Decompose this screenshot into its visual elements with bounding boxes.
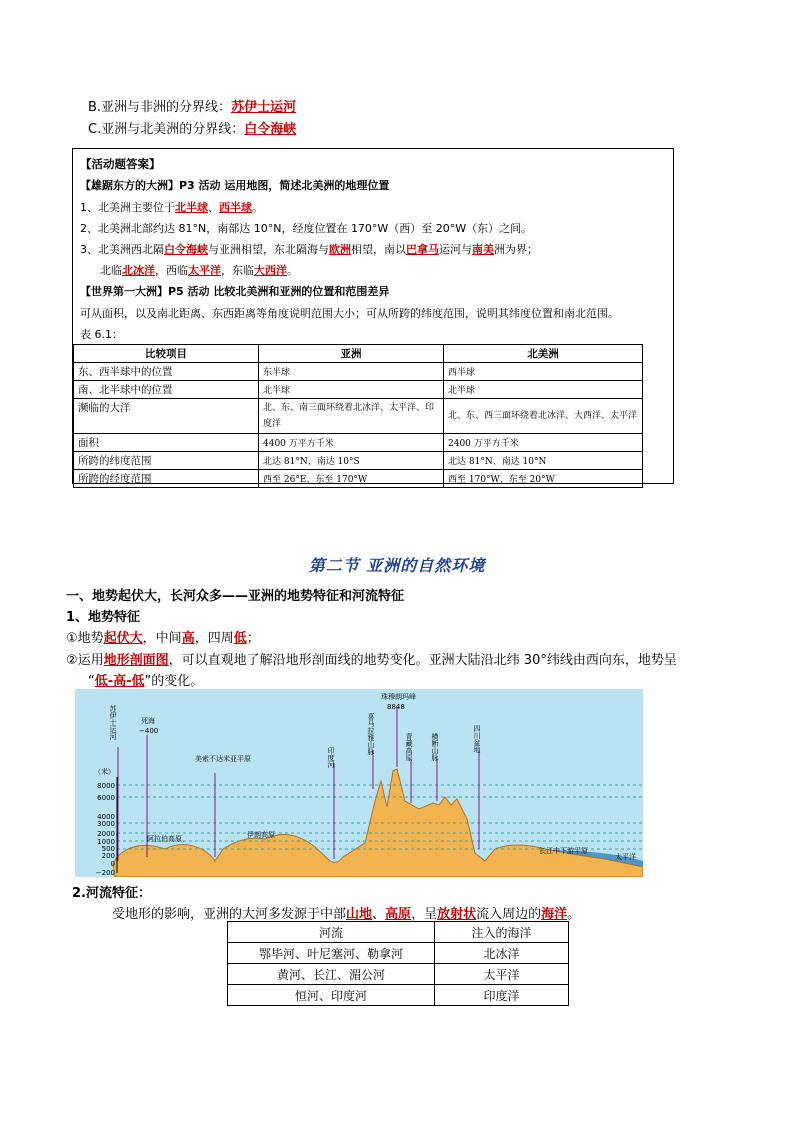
svg-text:（米）: （米） — [94, 768, 115, 776]
svg-text:8000: 8000 — [97, 782, 115, 790]
section-title: 第二节 亚洲的自然环境 — [308, 556, 486, 575]
label-hengduan: 横断山脉 — [431, 733, 439, 761]
svg-text:0: 0 — [110, 860, 115, 868]
table-caption: 表 6.1： — [80, 328, 123, 341]
heading-terrain: 1、地势特征 — [66, 610, 141, 625]
table-row: 面积 4400 万平方千米 2400 万平方千米 — [74, 434, 643, 452]
label-dead-sea: 死海 — [141, 717, 155, 725]
label-himalaya: 喜马拉雅山脉 — [367, 713, 375, 755]
label-everest: 珠穆朗玛峰 — [381, 693, 416, 701]
activity-line-1: 1、北美洲主要位于北半球、西半球。 — [80, 201, 263, 214]
label-pacific: 太平洋 — [615, 853, 636, 861]
terrain-point-2-cont: “低-高-低”的变化。 — [88, 674, 204, 689]
table-row: 所跨的纬度范围 北达 81°N、南达 10°S 北达 81°N、南达 10°N — [74, 452, 643, 470]
comparison-table: 比较项目 亚洲 北美洲 东、西半球中的位置 东半球 西半球 南、北半球中的位置 北半球 北半球 濒临的大洋 北、东、南三面环绕着北冰洋、太平洋、印度洋 北、东、西三面环绕着北冰洋、大西洋、太平洋 面积 4400 万平方千米 2400 万平方千米 所跨的纬度范围 北达 81°N、南达 10°S 北达 81°N、南达 10°N 所跨的经度范围 西至 26°E、东至 170°W 西至 170°W、东至 20°W — [73, 344, 643, 488]
activity-line-2: 2、北美洲北部约达 81°N，南部达 10°N，经度位置在 170°W（西）至 20°W（东）之间。 — [80, 222, 533, 235]
activity-line-3: 3、北美洲西北隔白令海峡与亚洲相望，东北隔海与欧洲相望，南以巴拿马运河与南美洲为界； — [80, 243, 538, 256]
svg-text:500: 500 — [101, 845, 115, 853]
label-tibet: 青藏高原 — [405, 733, 413, 761]
svg-text:4000: 4000 — [97, 813, 115, 821]
activity-heading: 【活动题答案】 — [80, 157, 161, 171]
table-row: 鄂毕河、叶尼塞河、勒拿河 北冰洋 — [228, 943, 569, 964]
svg-text:2000: 2000 — [97, 830, 115, 838]
table-row: 黄河、长江、湄公河 太平洋 — [228, 964, 569, 985]
heading-rivers: 2.河流特征： — [72, 886, 151, 901]
rivers-text: 受地形的影响，亚洲的大河多发源于中部山地、高原，呈放射状流入周边的海洋。 — [112, 907, 581, 922]
terrain-point-1: ①地势起伏大，中间高，四周低； — [66, 631, 260, 646]
answer-suez: 苏伊士运河 — [231, 100, 297, 115]
label-mesopotamia: 美索不达米亚平原 — [195, 755, 251, 763]
activity-line-4: 北临北冰洋，西临太平洋，东临大西洋。 — [100, 264, 298, 277]
table-row: 濒临的大洋 北、东、南三面环绕着北冰洋、太平洋、印度洋 北、东、西三面环绕着北冰洋、大西洋、太平洋 — [74, 399, 643, 434]
activity-p5-text: 可从面积，以及南北距离、东西距离等角度说明范围大小；可从所跨的纬度范围，说明其纬度位置和南北范围。 — [80, 307, 619, 320]
activity-p5-title: 【世界第一大洲】P5 活动 比较北美洲和亚洲的位置和范围差异 — [80, 285, 390, 298]
river-ocean-table — [227, 921, 569, 1006]
svg-text:−200: −200 — [95, 869, 115, 877]
table-row: 恒河、印度河 印度洋 — [228, 985, 569, 1006]
answer-bering: 白令海峡 — [244, 122, 297, 137]
terrain-point-2: ②运用地形剖面图，可以直观地了解沿地形剖面线的地势变化。亚洲大陆沿北纬 30°纬线由西向东，地势呈 — [66, 653, 677, 668]
label-indus: 印度河 — [327, 747, 335, 768]
boundary-line-b: B.亚洲与非洲的分界线：苏伊士运河 — [88, 100, 297, 115]
svg-text:6000: 6000 — [97, 794, 115, 802]
heading-terrain-rivers: 一、地势起伏大，长河众多——亚洲的地势特征和河流特征 — [66, 589, 405, 604]
table-row: 所跨的经度范围 西至 26°E、东至 170°W 西至 170°W、东至 20°W — [74, 470, 643, 488]
table-row: 东、西半球中的位置 东半球 西半球 — [74, 363, 643, 381]
label-iran: 伊朗高原 — [247, 831, 275, 839]
svg-text:1000: 1000 — [97, 838, 115, 846]
label-everest-val: 8848 — [387, 703, 405, 711]
boundary-line-c: C.亚洲与北美洲的分界线：白令海峡 — [88, 122, 297, 137]
label-dead-sea-val: −400 — [139, 727, 159, 735]
label-arabia: 阿拉伯高原 — [147, 835, 182, 843]
label-suez: 苏伊士运河 — [109, 705, 117, 740]
table-row: 河流 注入的海洋 — [228, 922, 569, 943]
svg-text:200: 200 — [101, 852, 115, 860]
label-sichuan: 四川盆地 — [473, 725, 481, 753]
activity-p3-title: 【雄踞东方的大洲】P3 活动 运用地图，简述北美洲的地理位置 — [80, 179, 390, 192]
svg-text:3000: 3000 — [97, 820, 115, 828]
terrain-profile-figure — [75, 689, 643, 877]
label-yangtze: 长江中下游平原 — [539, 847, 588, 855]
table-row: 南、北半球中的位置 北半球 北半球 — [74, 381, 643, 399]
